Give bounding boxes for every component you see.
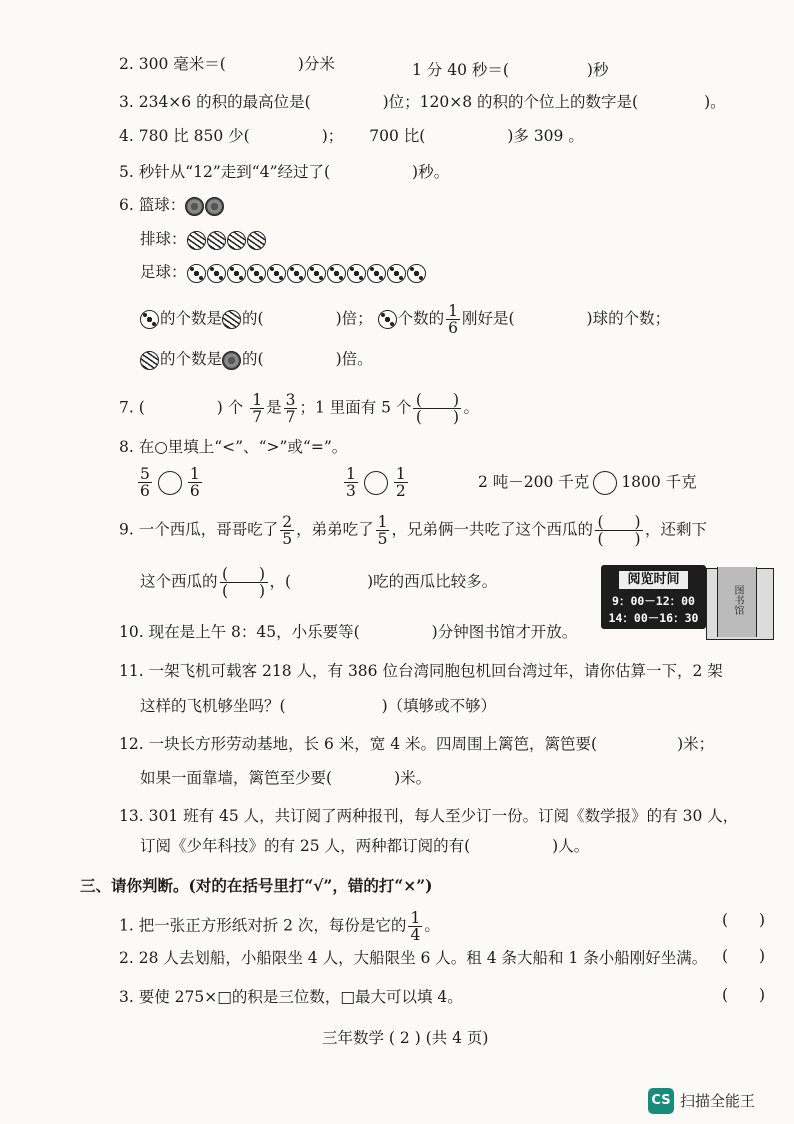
q8-c2-n1: 1 (346, 465, 356, 483)
football-icon (187, 264, 206, 283)
q7 (119, 392, 479, 425)
q8-compare-2 (342, 466, 410, 499)
q4-text-d: )多 309 。 (507, 127, 584, 145)
q12-line1 (119, 734, 714, 754)
q13-text-c: )人。 (552, 837, 590, 855)
q9-text-f: ，( (269, 572, 292, 591)
football-icon (140, 310, 159, 329)
q7-fn: ( ) (413, 392, 461, 409)
q6-r1f: )球的个数； (586, 309, 671, 328)
volleyball-icon (140, 351, 159, 370)
q7-text-d: 。 (463, 398, 479, 417)
q6-r1d: 个数的 (397, 309, 445, 328)
q8-c1-left (138, 466, 152, 499)
q9-line2 (140, 566, 497, 599)
q8-compare-3 (478, 471, 697, 495)
page-footer: 三年数学 ( 2 ) (共 4 页) (322, 1029, 489, 1047)
j1-fraction (408, 910, 422, 943)
compare-circle[interactable] (364, 471, 388, 495)
sign-hours-afternoon: 14：00－16：30 (608, 611, 699, 625)
q13-text-b: 订阅《少年科技》的有 25 人，两种都订阅的有( (140, 837, 471, 855)
basketball-icon (185, 197, 204, 216)
q6-r2a: 的个数是 (160, 350, 223, 368)
sign-title: 阅览时间 (619, 571, 688, 589)
q2-text-b: )分米 (297, 55, 335, 73)
j1-n: 1 (410, 909, 421, 927)
q5 (119, 162, 449, 182)
basketball-icon (222, 351, 241, 370)
q12-line2 (140, 768, 431, 788)
q9-answer-frac-2[interactable] (220, 566, 268, 599)
compare-circle[interactable] (158, 471, 182, 495)
football-icon (347, 264, 366, 283)
camscanner-logo-icon: CS (648, 1088, 674, 1114)
football-icon (227, 264, 246, 283)
q8-c3-left: 2 吨－200 千克 (478, 473, 590, 491)
q9-text-c: ，兄弟俩一共吃了这个西瓜的 (391, 520, 593, 539)
q11-line2 (140, 696, 496, 716)
q6-r2b: 的( (242, 350, 264, 368)
j1-text: 1. 把一张正方形纸对折 2 次，每份是它的 (119, 916, 407, 935)
q7-n1: 1 (252, 391, 263, 409)
library-hours-sign (601, 565, 706, 629)
q3-text-a: 3. 234×6 的积的最高位是( (119, 93, 311, 111)
q6-football-row (140, 262, 427, 283)
q5-text-b: )秒。 (412, 163, 450, 181)
q7-fd: ( ) (415, 408, 460, 426)
football-icon (287, 264, 306, 283)
q7-frac-2 (284, 392, 298, 425)
q6-r1b: 的( (242, 309, 264, 328)
q12-text-a: 12. 一块长方形劳动基地，长 6 米，宽 4 米。四周围上篱笆，篱笆要( (119, 735, 598, 753)
q8-compare-1 (136, 466, 204, 499)
q9-fd: ( ) (597, 530, 641, 548)
judge-1 (119, 910, 440, 943)
q6-line2 (140, 349, 373, 370)
football-icon (378, 310, 397, 329)
q6-volleyball-row (140, 229, 267, 250)
q7-d1: 7 (252, 408, 263, 426)
q9-answer-frac-1[interactable] (595, 514, 643, 547)
q9-frac-2 (376, 514, 390, 547)
q2-text-a: 2. 300 毫米＝( (119, 55, 226, 73)
football-icon (407, 264, 426, 283)
q11-text-b: 这样的飞机够坐吗？( (140, 697, 286, 715)
judge-3: 3. 要使 275×□的积是三位数，□最大可以填 4。 (119, 988, 463, 1006)
q9-n2: 1 (377, 513, 388, 531)
football-icon (327, 264, 346, 283)
q7-d2: 7 (285, 408, 296, 426)
q8-c2-n2: 1 (395, 465, 406, 483)
judge-1-answer[interactable]: ( ) (722, 911, 766, 929)
q6-fraction (446, 303, 460, 336)
q8-c2-right (394, 466, 408, 499)
football-icon (267, 264, 286, 283)
q3-text-b: )位；120×8 的积的个位上的数字是( (382, 93, 639, 111)
q7-n2: 3 (285, 391, 296, 409)
q9-text-a: 9. 一个西瓜，哥哥吃了 (119, 520, 279, 539)
q9-text-e: 这个西瓜的 (140, 572, 218, 591)
q9-text-g: )吃的西瓜比较多。 (367, 572, 498, 591)
q12-text-b: )米； (677, 735, 715, 753)
q7-answer-frac[interactable] (413, 392, 461, 425)
q4 (119, 126, 584, 146)
q2-right (412, 60, 608, 80)
building-tower (717, 567, 757, 637)
q3-text-c: )。 (704, 93, 726, 111)
q8-c3-right: 1800 千克 (621, 473, 697, 491)
q8-c1-d2: 6 (189, 482, 200, 500)
volleyball-icon (222, 310, 241, 329)
judge-2: 2. 28 人去划船，小船限坐 4 人，大船限坐 6 人。租 4 条大船和 1 条小船刚好坐满。 (119, 949, 708, 967)
q13-line2 (140, 836, 589, 856)
football-icon (367, 264, 386, 283)
q8-c2-left (344, 466, 358, 499)
q6-frac-num: 1 (448, 302, 458, 320)
football-icon (307, 264, 326, 283)
q11-line1: 11. 一架飞机可载客 218 人，有 386 位台湾同胞包机回台湾过年，请你估算一下，2 架 (119, 662, 723, 680)
q9-fn: ( ) (595, 514, 643, 531)
q6-r1a: 的个数是 (160, 309, 223, 328)
q13-line1: 13. 301 班有 45 人，共订阅了两种报刊，每人至少订一份。订阅《数学报》的有 30 人， (119, 807, 739, 825)
q6-line1 (140, 303, 670, 336)
compare-circle[interactable] (593, 471, 617, 495)
j1-end: 。 (424, 916, 440, 935)
volleyball-icon (247, 231, 266, 250)
q9-n1: 2 (282, 513, 293, 531)
q9-frac-1 (280, 514, 294, 547)
q7-frac-1 (250, 392, 264, 425)
sign-hours-morning: 9：00－12：00 (612, 594, 695, 608)
q9-d2: 5 (377, 530, 388, 548)
camscanner-label: 扫描全能王 (680, 1092, 756, 1110)
q6-r1e: 刚好是( (461, 309, 515, 328)
q8-c1-n2: 1 (189, 465, 200, 483)
q8-c2-d2: 2 (395, 482, 406, 500)
section-3-title: 三、请你判断。(对的在括号里打“√”，错的打“×”) (80, 876, 433, 895)
q2-text-c: 1 分 40 秒＝( (412, 61, 509, 79)
q10-text-b: )分钟图书馆才开放。 (431, 623, 578, 641)
judge-3-answer[interactable]: ( ) (722, 986, 766, 1004)
q6-r2c: )倍。 (335, 350, 373, 368)
football-icon (387, 264, 406, 283)
q8-instruction: 8. 在○里填上“<”、“>”或“=”。 (119, 438, 348, 456)
q6-basketball-row (119, 195, 225, 216)
q2-left (119, 54, 335, 74)
q4-text-c: 700 比( (369, 127, 426, 145)
library-building-illustration (706, 568, 774, 640)
q2-text-d: )秒 (586, 61, 609, 79)
football-icon (247, 264, 266, 283)
q4-text-b: )； (321, 127, 344, 145)
q9-text-b: ，弟弟吃了 (296, 520, 374, 539)
q8-c1-right (188, 466, 202, 499)
volleyball-icon (207, 231, 226, 250)
q5-text-a: 5. 秒针从“12”走到“4”经过了( (119, 163, 331, 181)
volleyball-icon (227, 231, 246, 250)
q7-text-b: ) 个 (216, 398, 244, 417)
q12-text-c: 如果一面靠墙，篱笆至少要( (140, 769, 333, 787)
j1-d: 4 (410, 926, 421, 944)
q7-text-c: ；1 里面有 5 个 (299, 398, 412, 417)
q6-r1c: )倍； (335, 309, 373, 328)
q8-c1-d1: 6 (140, 482, 150, 500)
judge-2-answer[interactable]: ( ) (722, 947, 766, 965)
q6-volleyball-label: 排球： (140, 230, 187, 248)
q6-frac-den: 6 (448, 319, 458, 337)
q10 (119, 622, 577, 642)
q9-text-d: ，还剩下 (645, 520, 708, 539)
q6-basketball-label: 6. 篮球： (119, 196, 186, 214)
volleyball-icon (187, 231, 206, 250)
q9-fn-2: ( ) (220, 566, 268, 583)
q7-eq: 是 (266, 398, 282, 417)
q9-line1 (119, 514, 707, 547)
q7-text-a: 7. ( (119, 398, 145, 417)
basketball-icon (205, 197, 224, 216)
q9-fd-2: ( ) (221, 582, 266, 600)
q9-d1: 5 (282, 530, 293, 548)
building-label: 图书馆 (732, 585, 743, 615)
q3 (119, 92, 726, 112)
q8-c2-d1: 3 (346, 482, 356, 500)
q12-text-d: )米。 (394, 769, 432, 787)
q4-text-a: 4. 780 比 850 少( (119, 127, 250, 145)
q11-text-c: )（填够或不够） (381, 697, 497, 715)
q8-c1-n1: 5 (140, 465, 150, 483)
q10-text-a: 10. 现在是上午 8：45，小乐要等( (119, 623, 360, 641)
q6-football-label: 足球： (140, 263, 187, 281)
football-icon (207, 264, 226, 283)
